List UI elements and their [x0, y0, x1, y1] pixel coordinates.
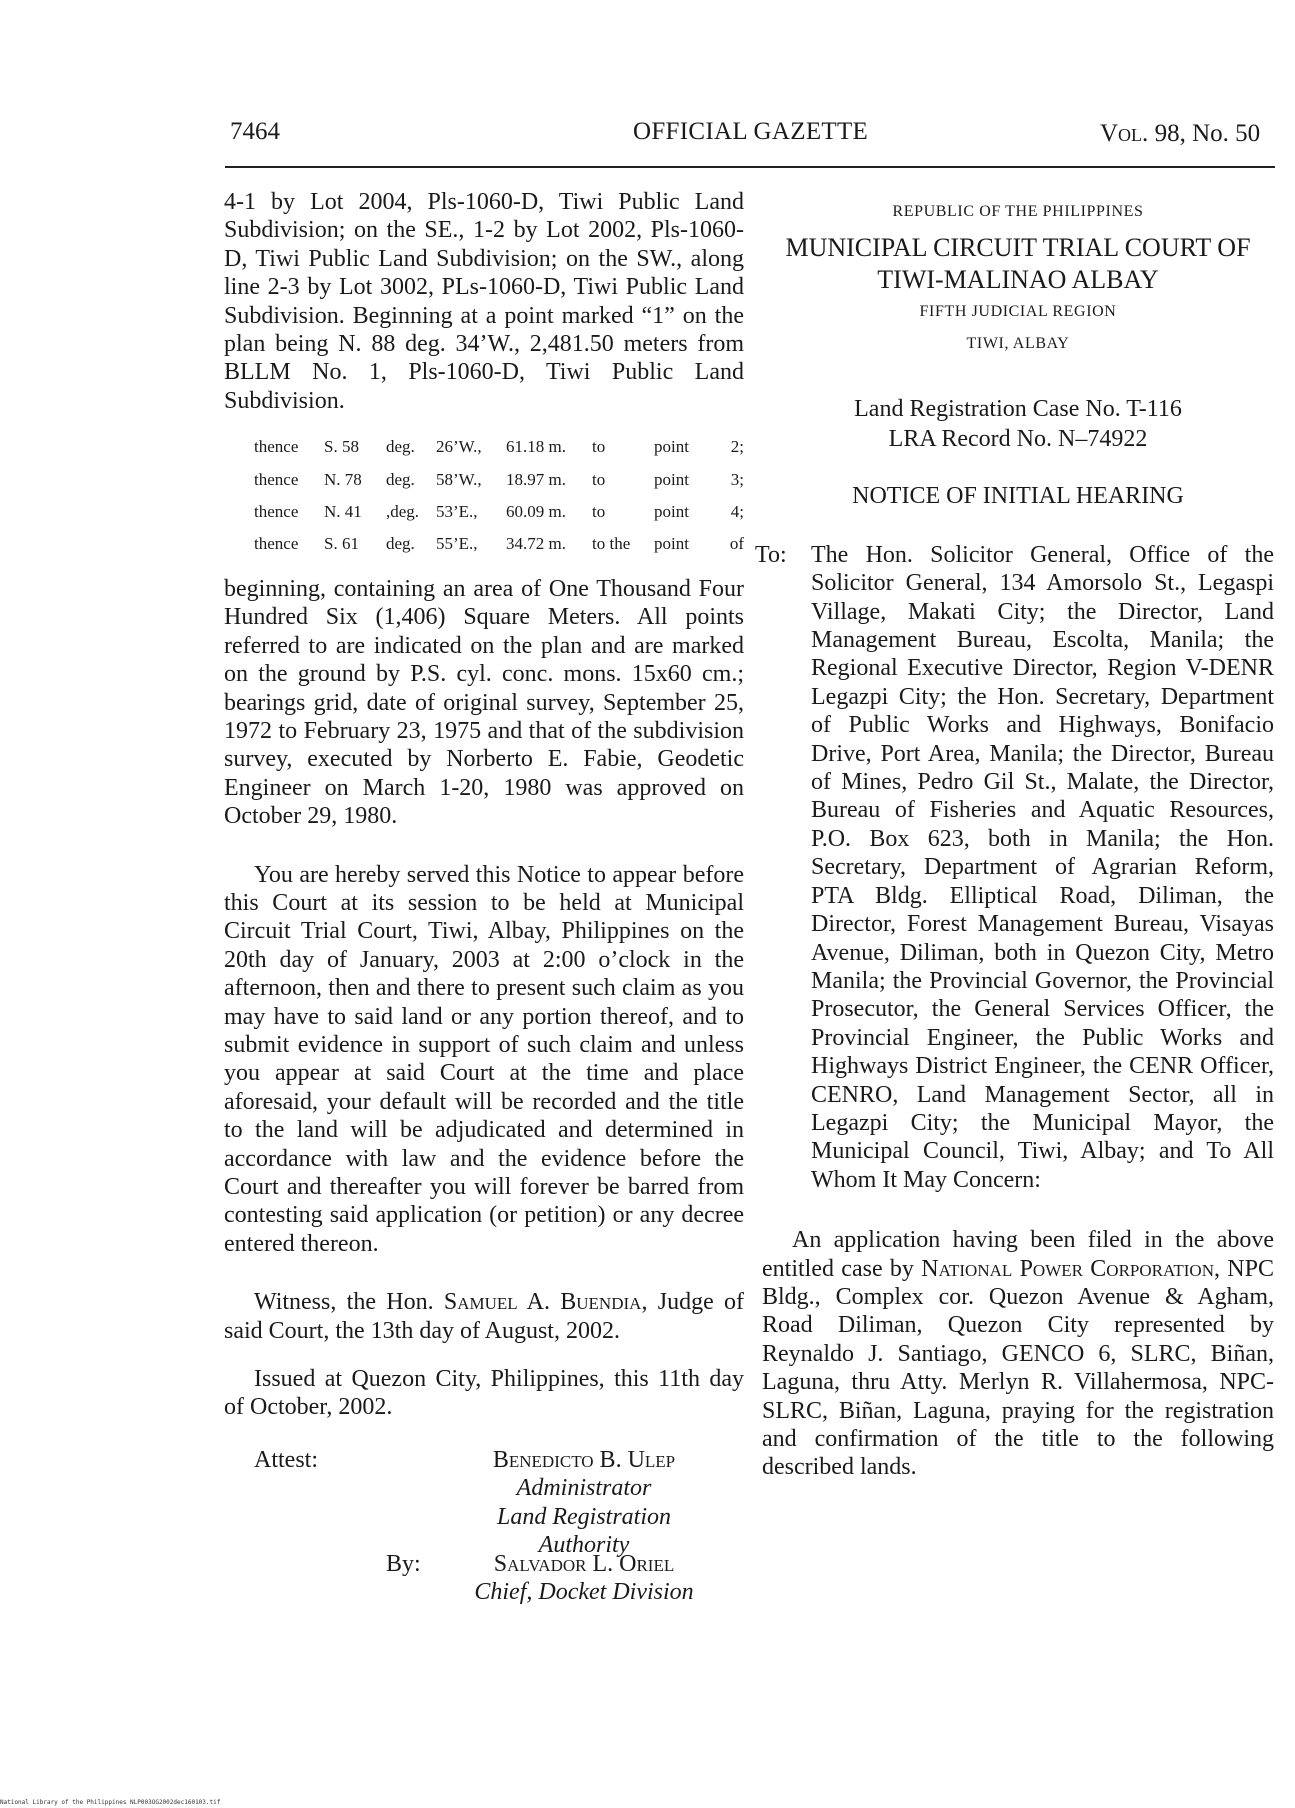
served-notice-paragraph: You are hereby served this Notice to appear before this Court at its session to be held at Municipal Circuit Trial Court, Tiwi, Albay, Philippines on the 20th day of January, 2003 at 2:00 o’clock in the afternoon, then and there to present such claim as you may have to said land or any portion thereof, and to submit evidence in support of such claim and unless you appear at said Court at the time and place aforesaid, your default will be recorded and the title to the land will be adjudicated and determined in accordance with law and the evidence before the Court and thereafter you will forever be barred from contesting said application (or petition) or any decree entered thereon.: [224, 861, 744, 1257]
attestation-block: [224, 1446, 744, 1606]
bearing-to: to: [592, 469, 606, 489]
header-rule: [225, 166, 1275, 168]
docket-chief-title: Chief, Docket Division: [474, 1579, 694, 1606]
case-number: Land Registration Case No. T-116: [854, 396, 1182, 423]
bearing-dir: N. 41: [324, 502, 362, 522]
bearing-dir: S. 58: [324, 437, 359, 457]
judicial-region: FIFTH JUDICIAL REGION: [919, 303, 1117, 321]
bearing-to: to: [592, 502, 606, 522]
court-location: TIWI, ALBAY: [966, 335, 1070, 353]
bearing-num: 3;: [730, 469, 744, 489]
area-paragraph: beginning, containing an area of One Thousand Four Hundred Six (1,406) Square Meters. All points referred to are indicated on the plan and are marked on the ground by P.S. cyl. conc. mons. 15x60 cm.; bearings grid, date of original survey, September 25, 1972 to February 23, 1975 and that of the subdivision survey, executed by Norberto E. Fabie, Geodetic Engineer on March 1-20, 1980 was approved on October 29, 1980.: [224, 575, 744, 830]
application-pre: An application having been filed in the above entitled case by: [762, 1227, 1274, 1282]
volume-prefix: Vol.: [1100, 120, 1149, 147]
page-number: 7464: [230, 118, 280, 145]
bearing-row: [254, 431, 744, 463]
addressees-list: The Hon. Solicitor General, Office of the Solicitor General, 134 Amorsolo St., Legaspi Village, Makati City; the Director, Land Management Bureau, Escolta, Manila; the Regional Executive Director, Region V-DENR Legazpi City; the Hon. Secretary, Department of Public Works and Highways, Bonifacio Drive, Port Area, Manila; the Director, Bureau of Mines, Pedro Gil St., Malate, the Director, Bureau of Fisheries and Aquatic Resources, P.O. Box 623, both in Manila; the Hon. Secretary, Department of Agrarian Reform, PTA Bldg. Elliptical Road, Diliman, the Director, Forest Management Bureau, Visayas Avenue, Diliman, both in Quezon City, Metro Manila; the Provincial Governor, the Provincial Prosecutor, the General Services Officer, the Provincial Engineer, the Public Works and Highways District Engineer, the CENR Officer, CENRO, Land Management Sector, all in Legazpi City; the Municipal Mayor, the Municipal Council, Tiwi, Albay; and To All Whom It May Concern:: [811, 541, 1274, 1193]
bearing-dir: N. 78: [324, 469, 362, 489]
lot-description-paragraph: 4-1 by Lot 2004, Pls-1060-D, Tiwi Public Land Subdivision; on the SE., 1-2 by Lot 2002, Pls-1060-D, Tiwi Public Land Subdivision; on the SW., along line 2-3 by Lot 3002, PLs-1060-D, Tiwi Public Land Subdivision. Beginning at a point marked “1” on the plan being N. 88 deg. 34’W., 2,481.50 meters from BLLM No. 1, Pls-1060-D, Tiwi Public Land Subdivision.: [224, 189, 744, 414]
administrator-name: Benedicto B. Ulep: [492, 1446, 676, 1473]
bearing-pt: point: [654, 502, 689, 522]
bearing-deg: ,deg.: [386, 502, 420, 522]
bearing-to: to: [592, 437, 606, 457]
administrator-signature: [454, 1446, 714, 1560]
bearing-pt: point: [654, 437, 689, 457]
judge-name: Samuel A. Buendia: [443, 1289, 642, 1316]
scan-footer: National Library of the Philippines NLP003OG2002dec160103.tif: [0, 1799, 221, 1806]
bearing-pt: point: [654, 469, 689, 489]
administrator-title: Administrator: [516, 1475, 652, 1502]
application-paragraph: [762, 1226, 1274, 1482]
addressees-block: [755, 541, 1274, 1194]
applicant-name: National Power Corporation: [921, 1255, 1214, 1282]
bearing-thence: thence: [254, 437, 299, 457]
right-column: [755, 198, 1274, 1482]
application-post: , NPC Bldg., Complex cor. Quezon Avenue & Agham, Road Diliman, Quezon City represented by Reynaldo J. Santiago, GENCO 6, SLRC, Biñan, Laguna, thru Atty. Merlyn R. Villahermosa, NPC-SLRC, Biñan, Laguna, praying for the registration and confirmation of the title to the following described lands.: [762, 1255, 1274, 1481]
witness-pre: Witness, the Hon.: [254, 1289, 434, 1316]
bearing-to: to the: [592, 534, 631, 554]
bearing-num: 2;: [730, 437, 744, 457]
bearing-thence: thence: [254, 502, 299, 522]
court-name-line1: MUNICIPAL CIRCUIT TRIAL COURT OF: [785, 233, 1251, 263]
bearing-ang: 53’E.,: [436, 502, 478, 522]
issued-paragraph: Issued at Quezon City, Philippines, this 11th day of October, 2002.: [224, 1366, 744, 1421]
bearing-dist: 61.18 m.: [506, 437, 566, 457]
witness-paragraph: [224, 1288, 744, 1345]
bearing-thence: thence: [254, 534, 299, 554]
bearing-dist: 60.09 m.: [506, 502, 566, 522]
administrator-agency: Land Registration Authority: [496, 1503, 671, 1559]
bearing-thence: thence: [254, 469, 299, 489]
court-name-line2: TIWI-MALINAO ALBAY: [877, 265, 1159, 295]
bearing-deg: deg.: [386, 534, 415, 554]
attest-label: Attest:: [254, 1446, 318, 1473]
bearing-dir: S. 61: [324, 534, 359, 554]
bearing-row: [254, 496, 744, 528]
bearing-ang: 58’W.,: [436, 469, 482, 489]
bearing-ang: 55’E.,: [436, 534, 478, 554]
bearing-pt: point: [654, 534, 689, 554]
to-label: To:: [755, 541, 787, 568]
bearing-dist: 34.72 m.: [506, 534, 566, 554]
bearing-num: of: [729, 534, 744, 554]
volume-info: [1100, 120, 1260, 148]
bearing-deg: deg.: [386, 469, 415, 489]
bearing-num: 4;: [730, 502, 744, 522]
notice-title: NOTICE OF INITIAL HEARING: [852, 483, 1184, 510]
bearings-table: [254, 431, 744, 561]
bearing-row: [254, 464, 744, 496]
gazette-title: OFFICIAL GAZETTE: [633, 118, 869, 145]
bearing-row: [254, 528, 744, 560]
case-numbers: [762, 394, 1274, 454]
lra-record-number: LRA Record No. N–74922: [888, 426, 1148, 453]
bearing-dist: 18.97 m.: [506, 469, 566, 489]
left-column: [224, 188, 744, 1606]
volume-number: 98, No. 50: [1154, 120, 1261, 147]
docket-chief-signature: [454, 1550, 714, 1607]
republic-heading: REPUBLIC OF THE PHILIPPINES: [892, 203, 1144, 220]
witness-post: , Judge of said Court, the 13th day of August, 2002.: [224, 1289, 745, 1344]
bearing-deg: deg.: [386, 437, 415, 457]
docket-chief-name: Salvador L. Oriel: [493, 1550, 675, 1577]
by-label: By:: [386, 1550, 421, 1577]
bearing-ang: 26’W.,: [436, 437, 482, 457]
